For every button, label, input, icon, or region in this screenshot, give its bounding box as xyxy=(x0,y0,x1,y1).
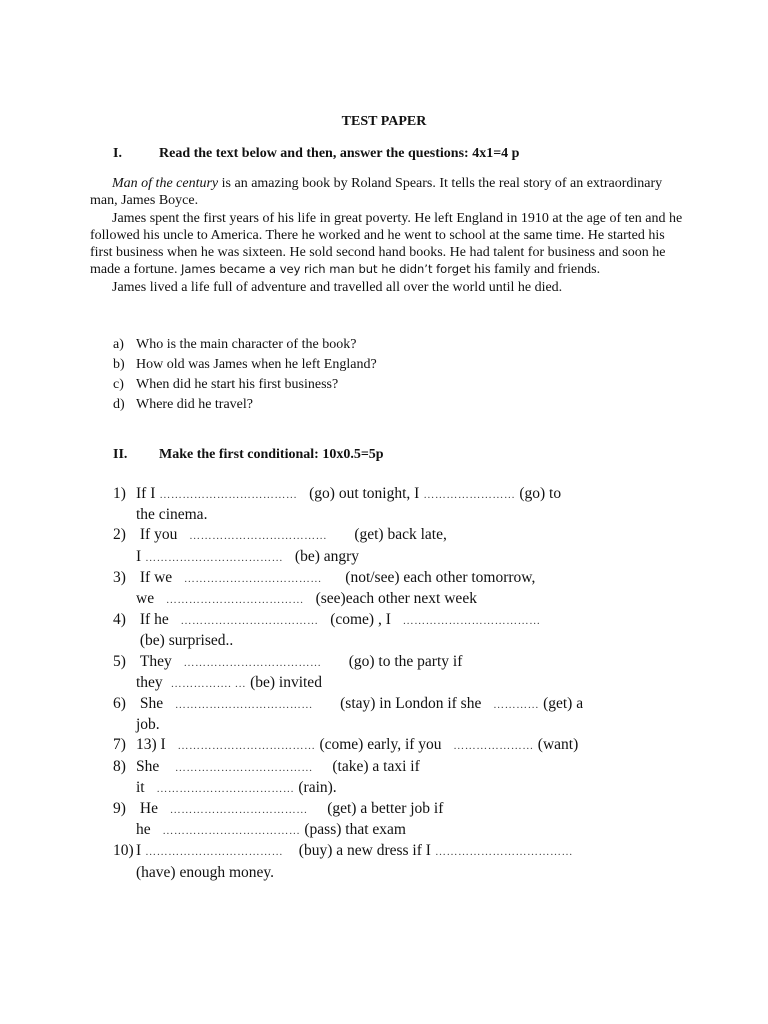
item-text: (go) to the party if xyxy=(348,652,463,670)
item-number: 5) xyxy=(113,652,126,670)
item-text: She xyxy=(139,695,164,713)
item-text: it xyxy=(136,778,145,796)
blank-dots: ……………………………… xyxy=(165,594,304,607)
question-text: When did he start his first business? xyxy=(136,377,339,392)
item-line xyxy=(136,484,693,505)
item-number: 3) xyxy=(113,568,126,586)
item-number: 6) xyxy=(113,695,126,713)
blank-dots: ……………………………… xyxy=(174,699,313,712)
question-letter: c) xyxy=(113,377,124,392)
exercise-item-5 xyxy=(113,652,693,694)
item-number: 9) xyxy=(113,800,126,818)
item-text: (pass) that exam xyxy=(304,821,406,839)
passage-paragraph-3: James lived a life full of adventure and travelled all over the world until he died. xyxy=(112,279,563,295)
blank-dots: ……………………………… xyxy=(145,846,284,859)
exercise-item-9 xyxy=(113,799,693,841)
item-text: we xyxy=(136,590,155,608)
item-line xyxy=(136,568,693,589)
item-text: they xyxy=(136,673,163,691)
section-2-title: Make the first conditional: 10x0.5=5p xyxy=(159,447,384,462)
blank-dots: ……………………………… xyxy=(174,761,313,774)
item-text: (go) out tonight, I xyxy=(309,485,420,502)
exercise-item-2 xyxy=(113,525,693,567)
item-text: (go) to xyxy=(519,485,562,502)
item-text: (buy) a new dress if I xyxy=(298,842,431,860)
blank-dots: ……………………………… xyxy=(162,825,301,838)
passage-paragraph-1 xyxy=(90,175,690,210)
item-line xyxy=(136,778,693,799)
blank-dots: ……………………………… xyxy=(159,489,298,501)
item-line: job. xyxy=(136,716,160,734)
item-line xyxy=(136,757,693,778)
exercise-item-8 xyxy=(113,757,693,799)
item-number: 2) xyxy=(113,526,126,544)
passage-paragraph-2 xyxy=(90,210,690,279)
question-letter: a) xyxy=(113,337,124,352)
question-text: Where did he travel? xyxy=(136,397,253,412)
blank-dots: ……………………………… xyxy=(156,782,295,795)
section-1-title: Read the text below and then, answer the questions: 4x1=4 p xyxy=(159,146,520,161)
item-line xyxy=(136,652,693,673)
blank-dots: ……………. … xyxy=(170,677,247,690)
question-letter: d) xyxy=(113,397,125,412)
item-text: he xyxy=(136,821,151,839)
blank-dots: ……………………………… xyxy=(180,615,319,628)
page-title: TEST PAPER xyxy=(341,114,427,129)
item-text: If I xyxy=(136,485,156,502)
item-line xyxy=(136,673,693,694)
item-text: They xyxy=(139,652,172,670)
item-text: If he xyxy=(139,611,169,629)
item-text: (come) , I xyxy=(330,611,391,629)
blank-dots: ………… xyxy=(493,699,540,712)
item-text: (rain). xyxy=(298,778,337,796)
section-2-number: II. xyxy=(113,447,128,462)
passage-p2-sans-text: James became a vey rich man but he didn’t forget xyxy=(180,262,471,277)
item-line xyxy=(136,694,693,715)
blank-dots: ……………………………… xyxy=(434,846,573,859)
item-number: 4) xyxy=(113,611,126,629)
item-number: 10) xyxy=(113,842,134,860)
item-text: (want) xyxy=(537,736,579,754)
passage-p1-text: is an amazing book by Roland Spears. It tells the real story of an extraordinary man, James Boyce. xyxy=(90,176,663,209)
item-text: (get) back late, xyxy=(354,526,447,544)
item-text: I xyxy=(136,842,142,860)
item-text: (come) early, if you xyxy=(319,736,442,754)
item-line xyxy=(136,589,693,610)
passage-p2-text: James spent the first years of his life in great poverty. He left England in 1910 at the age of ten and he followed his uncle to America. There he worked and he went to school at the same time. He started his first business when he was sixteen. He sold second hand books. He had talent for business and soon he made a fortune. xyxy=(90,210,683,278)
book-title: Man of the century xyxy=(112,176,219,191)
item-text: (be) surprised.. xyxy=(139,632,234,650)
exercise-item-10 xyxy=(113,841,693,882)
item-text: If we xyxy=(139,568,173,586)
blank-dots: …………………… xyxy=(423,489,516,501)
item-line xyxy=(136,610,693,631)
item-line xyxy=(136,820,693,841)
item-text: (stay) in London if she xyxy=(340,695,482,713)
blank-dots: ……………………………… xyxy=(183,656,322,669)
item-text: He xyxy=(139,800,158,818)
exercise-item-3 xyxy=(113,568,693,610)
question-letter: b) xyxy=(113,357,125,372)
conditional-exercise xyxy=(113,484,693,883)
question-item xyxy=(113,335,377,355)
item-line xyxy=(136,735,693,756)
item-number: 8) xyxy=(113,757,126,775)
item-text: (see)each other next week xyxy=(315,590,477,608)
item-text: (be) angry xyxy=(294,547,360,565)
item-line xyxy=(136,841,693,862)
item-line xyxy=(136,799,693,820)
question-text: How old was James when he left England? xyxy=(136,357,377,372)
blank-dots: ……………………………… xyxy=(145,551,284,564)
blank-dots: ……………………………… xyxy=(402,615,541,628)
exercise-item-6 xyxy=(113,694,693,735)
item-text: (take) a taxi if xyxy=(332,757,420,775)
item-line xyxy=(136,631,693,651)
item-text: I xyxy=(136,547,142,565)
item-text: (not/see) each other tomorrow, xyxy=(345,568,536,586)
comprehension-questions xyxy=(113,335,377,415)
question-text: Who is the main character of the book? xyxy=(136,337,357,352)
exercise-item-1 xyxy=(113,484,693,525)
question-item xyxy=(113,355,377,375)
blank-dots: ……………………………… xyxy=(169,804,308,817)
blank-dots: ………………… xyxy=(453,740,534,753)
item-line xyxy=(136,525,693,546)
item-text: (get) a xyxy=(543,695,584,713)
blank-dots: ……………………………… xyxy=(177,740,316,753)
item-text: If you xyxy=(139,526,178,544)
item-line: the cinema. xyxy=(136,506,208,524)
question-item xyxy=(113,395,377,415)
item-number: 1) xyxy=(113,485,126,502)
section-1-number: I. xyxy=(113,146,122,161)
question-item xyxy=(113,375,377,395)
reading-passage xyxy=(90,175,690,296)
blank-dots: ……………………………… xyxy=(189,530,328,543)
exercise-item-7 xyxy=(113,735,693,756)
item-text: She xyxy=(136,757,160,775)
item-text: 13) I xyxy=(136,736,166,754)
exercise-item-4 xyxy=(113,610,693,651)
item-line xyxy=(136,547,693,568)
item-text: (be) invited xyxy=(250,673,322,691)
item-line: (have) enough money. xyxy=(136,863,275,881)
blank-dots: ……………………………… xyxy=(183,572,322,585)
item-text: (get) a better job if xyxy=(327,800,444,818)
passage-p2-end: his family and friends. xyxy=(470,262,601,278)
item-number: 7) xyxy=(113,736,126,754)
